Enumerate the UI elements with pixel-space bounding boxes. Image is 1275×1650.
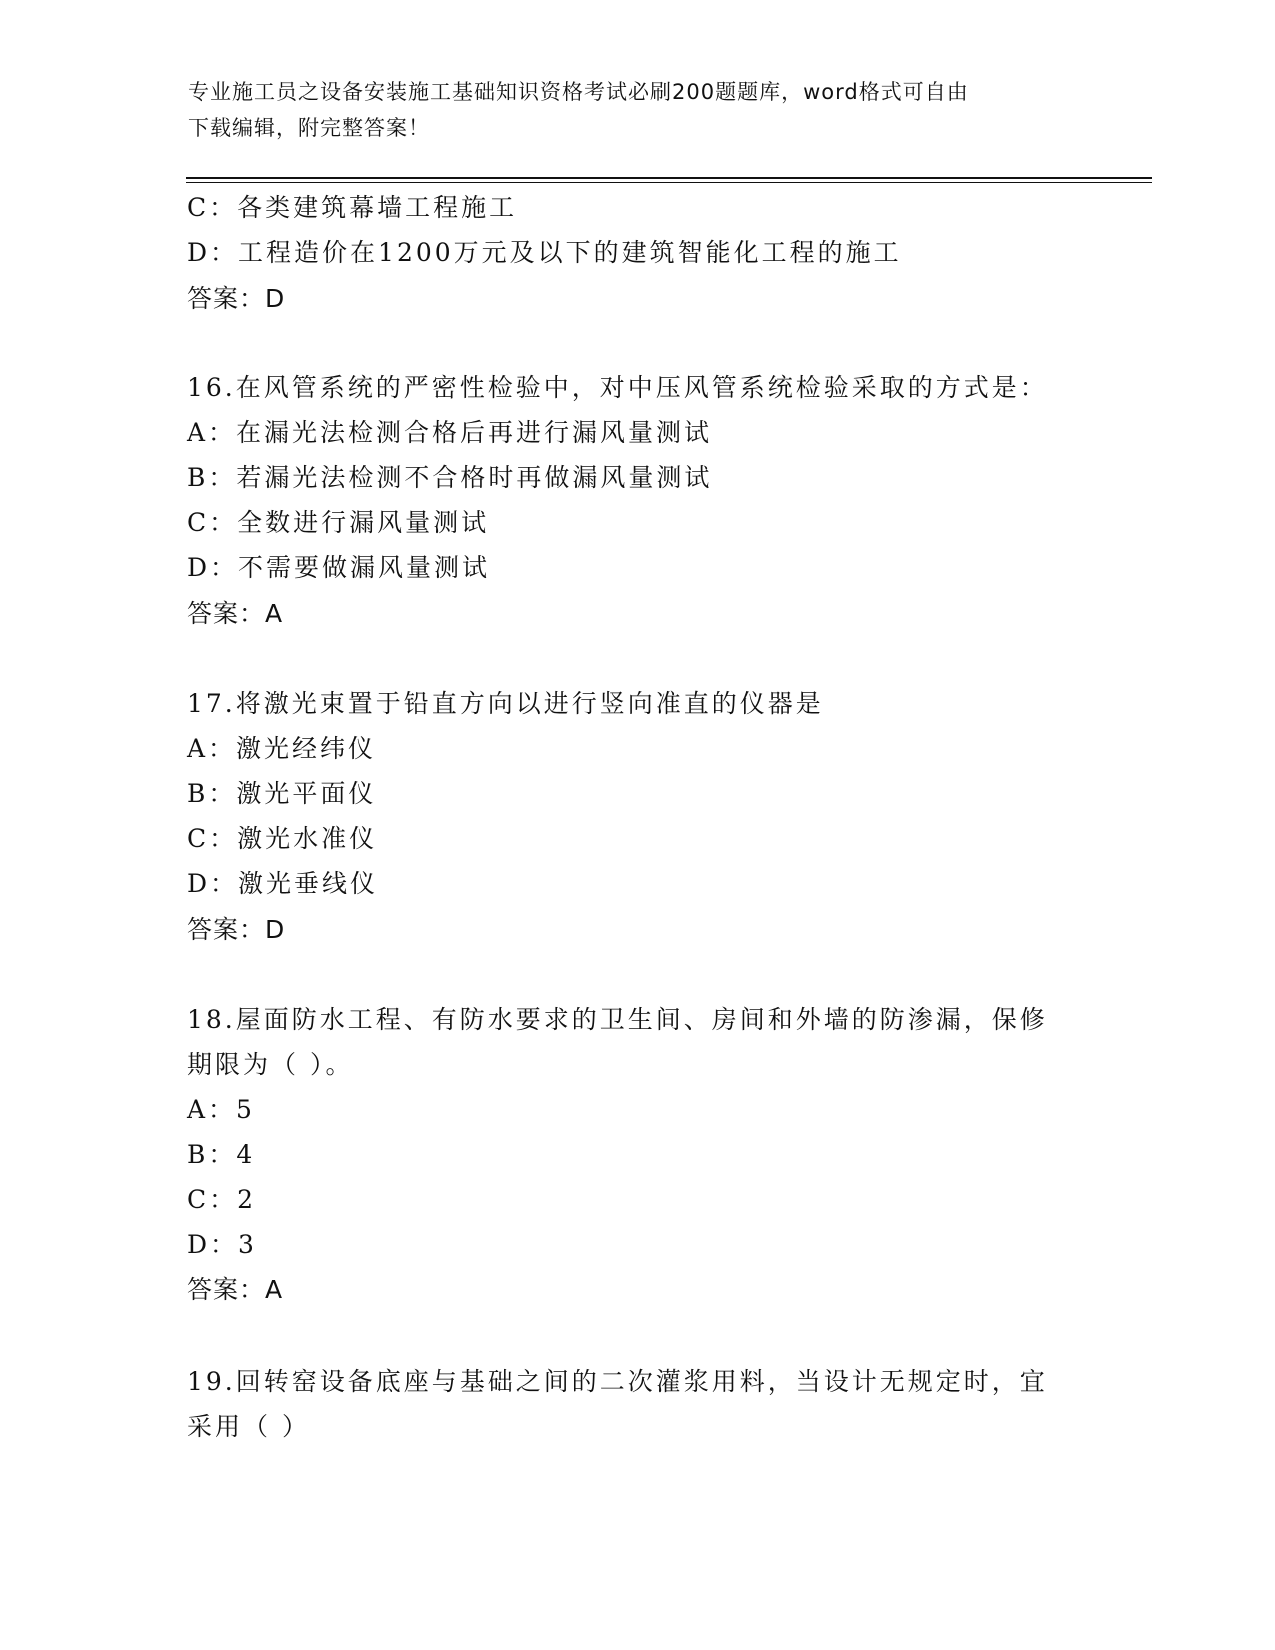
q16-option-b: B：若漏光法检测不合格时再做漏风量测试 — [187, 463, 713, 492]
header-title-line-2: 下载编辑，附完整答案！ — [188, 116, 430, 140]
q18-option-c: C：2 — [187, 1185, 257, 1214]
q17-option-d: D：激光垂线仪 — [187, 869, 379, 898]
q17-option-a: A：激光经纬仪 — [187, 734, 377, 763]
q16-option-c: C：全数进行漏风量测试 — [187, 508, 490, 537]
q16-answer: 答案：A — [187, 599, 284, 628]
q18-stem-line-1: 18.屋面防水工程、有防水要求的卫生间、房间和外墙的防渗漏，保修 — [187, 1005, 1048, 1034]
q15-answer: 答案：D — [187, 284, 286, 313]
q16-option-a: A：在漏光法检测合格后再进行漏风量测试 — [187, 418, 713, 447]
q18-option-a: A：5 — [187, 1095, 255, 1124]
q19-stem-line-2: 采用（ ） — [187, 1412, 310, 1441]
q18-stem-line-2: 期限为（ ）。 — [187, 1050, 354, 1079]
q18-option-b: B：4 — [187, 1140, 256, 1169]
q15-option-d: D：工程造价在1200万元及以下的建筑智能化工程的施工 — [187, 238, 902, 267]
document-header — [188, 74, 1088, 146]
q18-answer: 答案：A — [187, 1275, 284, 1304]
header-divider-thin — [186, 182, 1152, 183]
q15-option-c: C：各类建筑幕墙工程施工 — [187, 193, 518, 222]
q17-option-b: B：激光平面仪 — [187, 779, 377, 808]
q17-answer: 答案：D — [187, 915, 286, 944]
q16-option-d: D：不需要做漏风量测试 — [187, 553, 491, 582]
header-divider — [186, 177, 1152, 179]
q16-stem: 16.在风管系统的严密性检验中，对中压风管系统检验采取的方式是： — [187, 373, 1048, 402]
q17-option-c: C：激光水准仪 — [187, 824, 378, 853]
q17-stem: 17.将激光束置于铅直方向以进行竖向准直的仪器是 — [187, 689, 824, 718]
q18-option-d: D：3 — [187, 1230, 257, 1259]
q19-stem-line-1: 19.回转窑设备底座与基础之间的二次灌浆用料，当设计无规定时，宜 — [187, 1367, 1048, 1396]
header-title-line-1: 专业施工员之设备安装施工基础知识资格考试必刷200题题库，word格式可自由 — [188, 80, 969, 104]
